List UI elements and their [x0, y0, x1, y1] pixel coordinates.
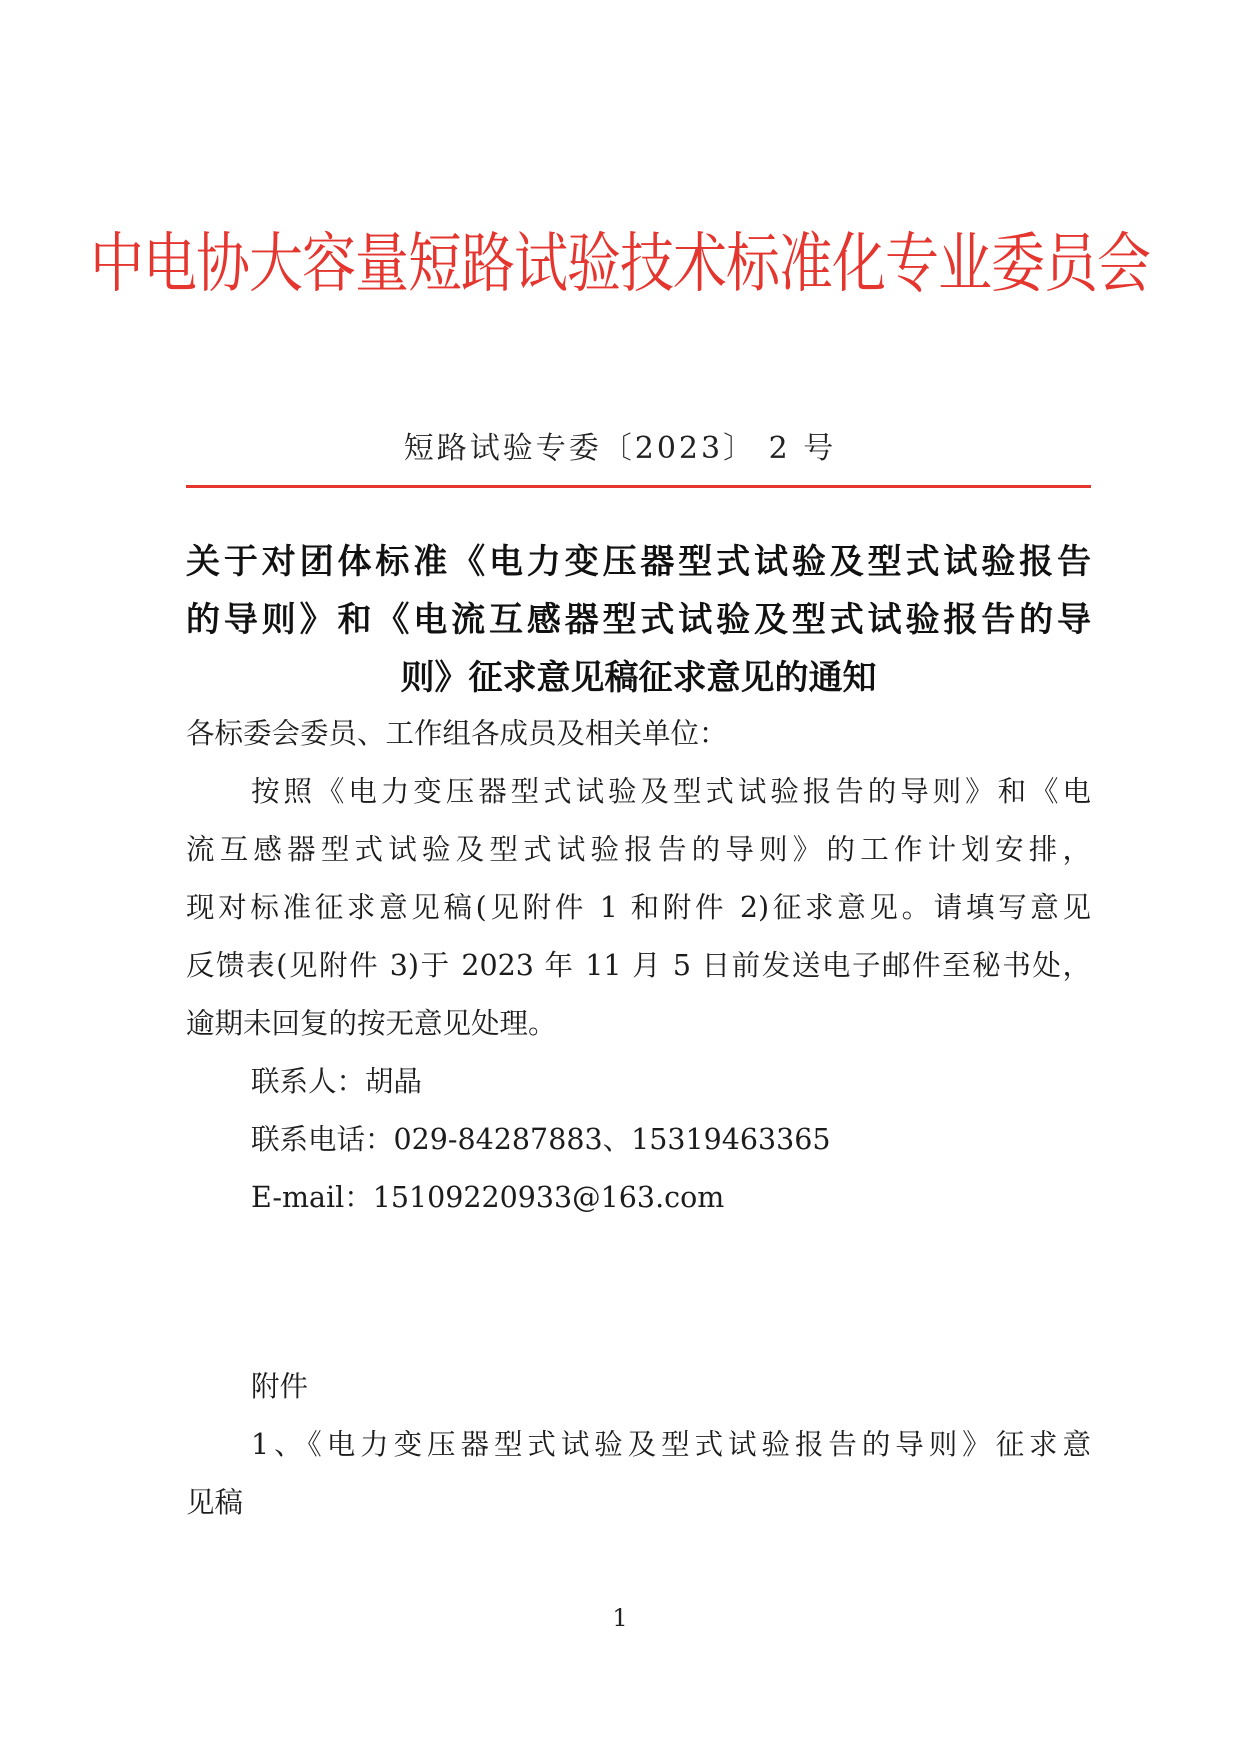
paragraph-line-1: 按照《电力变压器型式试验及型式试验报告的导则》和《电 — [251, 775, 1091, 808]
salutation: 各标委会委员、工作组各成员及相关单位： — [186, 717, 728, 750]
notice-title-line-1: 关于对团体标准《电力变压器型式试验及型式试验报告 — [186, 542, 1091, 582]
notice-title-line-2: 的导则》和《电流互感器型式试验及型式试验报告的导 — [186, 600, 1091, 640]
notice-title-line-3: 则》征求意见稿征求意见的通知 — [400, 658, 877, 698]
organization-header: 中电协大容量短路试验技术标准化专业委员会 — [90, 225, 1150, 302]
red-divider — [186, 485, 1091, 488]
paragraph-line-3: 现对标准征求意见稿(见附件 1 和附件 2)征求意见。请填写意见 — [186, 891, 1091, 924]
attachments-section — [186, 1358, 1091, 1532]
attachment-1-line-1: 1、《电力变压器型式试验及型式试验报告的导则》征求意 — [251, 1428, 1091, 1461]
contact-person: 联系人：胡晶 — [251, 1065, 423, 1098]
attachment-1-line-2: 见稿 — [186, 1486, 244, 1519]
contact-phone: 联系电话：029-84287883、15319463365 — [251, 1123, 831, 1156]
notice-title — [186, 533, 1091, 707]
paragraph-line-4: 反馈表(见附件 3)于 2023 年 11 月 5 日前发送电子邮件至秘书处， — [186, 949, 1091, 982]
paragraph-line-5: 逾期未回复的按无意见处理。 — [186, 1007, 557, 1040]
paragraph-line-2: 流互感器型式试验及型式试验报告的导则》的工作计划安排， — [186, 833, 1091, 866]
notice-body — [186, 705, 1091, 1227]
document-number: 短路试验专委〔2023〕 2 号 — [403, 431, 837, 466]
attachments-label: 附件 — [251, 1370, 309, 1403]
contact-email: E-mail：15109220933@163.com — [251, 1181, 725, 1214]
page-number: 1 — [612, 1604, 628, 1632]
